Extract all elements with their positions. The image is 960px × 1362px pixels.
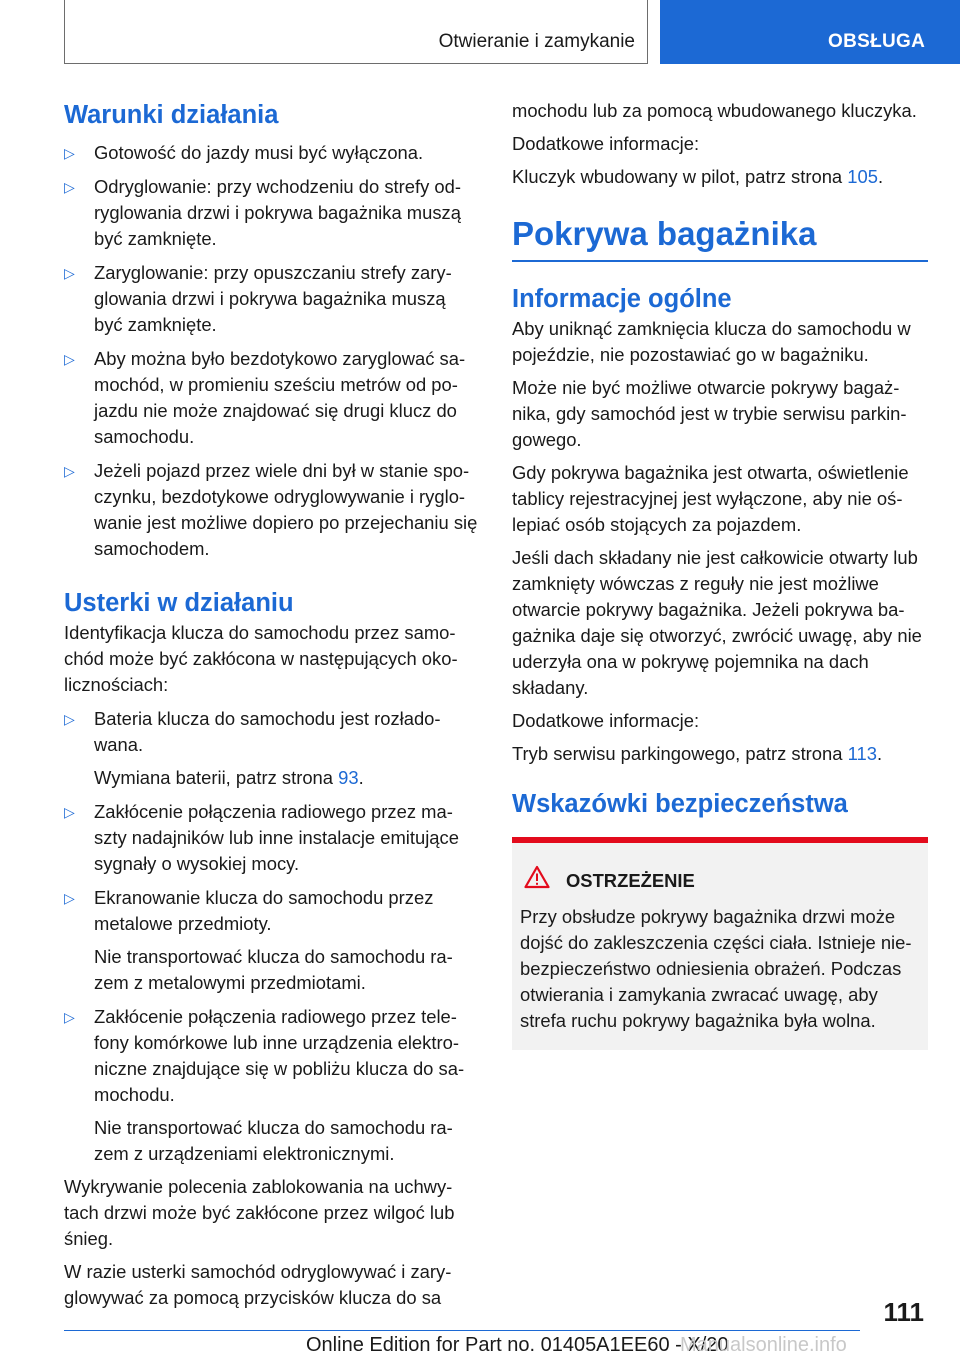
usterki-list [64,706,478,1167]
triangle-bullet-icon: ▷ [64,265,75,281]
left-column [64,98,478,1311]
list-item: ▷ Zaryglowanie: przy opuszczaniu strefy zaryglowania drzwi i pokrywa bagażnika muszą być zamknięte. [64,262,452,335]
header-section-box [64,0,648,64]
warning-triangle-icon [524,865,564,896]
page-link-113[interactable]: 113 [847,743,877,764]
paragraph: Dodatkowe informacje: [512,133,700,154]
triangle-bullet-icon: ▷ [64,179,75,195]
cross-reference: Tryb serwisu parkingowego, patrz strona 113. [512,743,883,764]
triangle-bullet-icon: ▷ [64,711,75,727]
page-number: 111 [883,1297,924,1327]
watermark: Manualsonline.info [680,1334,847,1356]
heading-informacje: Informacje ogólne [512,285,732,313]
edition-text: Online Edition for Part no. 01405A1EE60 - X/20 [306,1334,729,1356]
paragraph: mochodu lub za pomocą wbudowanego kluczyka. [512,100,917,121]
paragraph: W razie usterki samochód odryglowywać i zaryglowywać za pomocą przycisków klucza do sa [64,1261,452,1308]
warning-text: Przy obsłudze pokrywy bagażnika drzwi może dojść do zakleszczenia części ciała. Istnieje niebezpieczeństwo odniesienia obrażeń. Podczas otwierania i zamykania zwracać uwagę, aby strefa ruchu pokrywy bagażnika była wolna. [520,906,912,1031]
chapter-tab[interactable] [660,0,960,64]
section-title: Otwieranie i zamykanie [438,31,635,52]
page-link-93[interactable]: 93 [338,767,359,788]
warning-header [520,865,920,896]
heading-usterki: Usterki w działaniu [64,589,294,617]
list-item: ▷ Aby można było bezdotykowo zaryglować samochód, w promieniu sześciu metrów od pojazdu nie może znajdować się drugi klucz do samochodu. [64,348,466,447]
list-item: ▷ Ekranowanie klucza do samochodu przez metalowe przedmioty. Nie transportować klucza do samochodu razem z metalowymi przedmiotami. [64,887,453,993]
heading-bezpieczenstwo: Wskazówki bezpieczeństwa [512,790,848,818]
cross-reference: Kluczyk wbudowany w pilot, patrz strona 105. [512,166,884,187]
paragraph: Wykrywanie polecenia zablokowania na uchwytach drzwi może być zakłócone przez wilgoć lub śnieg. [64,1176,455,1249]
list-item: ▷ Gotowość do jazdy musi być wyłączona. [64,140,478,166]
cross-reference: Wymiana baterii, patrz strona 93. [94,767,364,788]
paragraph: Jeśli dach składany nie jest całkowicie otwarty lub zamknięty wówczas z reguły nie jest możliwe otwarcie pokrywy bagażnika. Jeżeli pokrywa bagażnika daje się otworzyć, zwrócić uwagę, aby nie uderzyła ona w pokrywę pojemnika na dach składany. [512,547,922,698]
page-link-105[interactable]: 105 [847,166,878,187]
paragraph: Dodatkowe informacje: [512,710,700,731]
list-item: ▷ Jeżeli pojazd przez wiele dni był w stanie spoczynku, bezdotykowe odryglowywanie i ryglowanie jest możliwe dopiero po przejechaniu się samochodem. [64,460,478,559]
triangle-bullet-icon: ▷ [64,351,75,367]
paragraph: Aby uniknąć zamknięcia klucza do samochodu w pojeździe, nie pozostawiać go w bagażniku. [512,318,911,365]
warning-box [512,837,928,1050]
list-item: ▷ Zakłócenie połączenia radiowego przez maszty nadajników lub inne instalacje emitujące sygnały o wysokiej mocy. [64,801,459,874]
list-item: ▷ Odryglowanie: przy wchodzeniu do strefy odryglowania drzwi i pokrywa bagażnika muszą być zamknięte. [64,176,461,249]
warning-title: OSTRZEŻENIE [566,869,695,891]
paragraph: Może nie być możliwe otwarcie pokrywy bagażnika, gdy samochód jest w trybie serwisu parkingowego. [512,377,907,450]
footer-divider [64,1330,860,1331]
right-column [512,98,928,1050]
triangle-bullet-icon: ▷ [64,804,75,820]
list-item: ▷ Bateria klucza do samochodu jest rozładowana. Wymiana baterii, patrz strona 93. [64,706,478,791]
warunki-list [64,140,478,562]
paragraph: Gdy pokrywa bagażnika jest otwarta, oświetlenie tablicy rejestracyjnej jest wyłączone, aby nie oślepiać osób stojących za pojazdem. [512,462,909,535]
triangle-bullet-icon: ▷ [64,890,75,906]
chapter-tab-label: OBSŁUGA [828,31,926,52]
heading-pokrywa: Pokrywa bagażnika [512,212,928,262]
usterki-intro: Identyfikacja klucza do samochodu przez samochód może być zakłócona w następujących okolicznościach: [64,622,458,695]
triangle-bullet-icon: ▷ [64,1009,75,1025]
triangle-bullet-icon: ▷ [64,463,75,479]
list-item: ▷ Zakłócenie połączenia radiowego przez telefony komórkowe lub inne urządzenia elektroniczne znajdujące się w pobliżu klucza do samochodu. Nie transportować klucza do samochodu razem z urządzeniami elektronicznymi. [64,1006,465,1164]
heading-warunki: Warunki działania [64,101,279,129]
triangle-bullet-icon: ▷ [64,145,75,161]
